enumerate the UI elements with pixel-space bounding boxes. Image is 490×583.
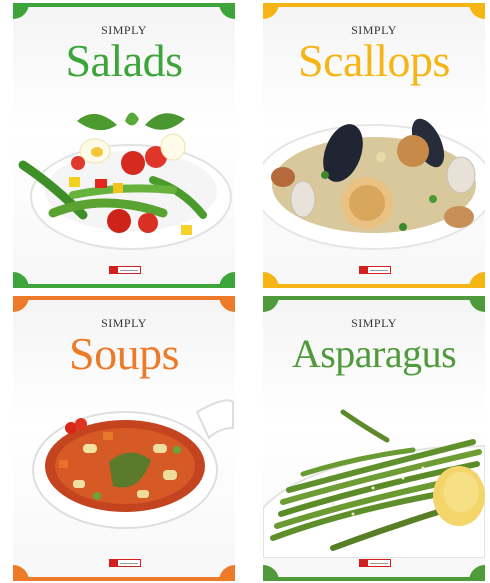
accent-bar-bottom [263, 577, 485, 581]
cover-asparagus[interactable] [263, 296, 485, 581]
cover-title: Salads [65, 35, 183, 86]
series-label: SIMPLY [101, 23, 147, 37]
cover-salads[interactable] [13, 3, 235, 288]
scallops-plate-photo [263, 95, 485, 265]
corner-accent [13, 565, 29, 581]
corner-accent [219, 272, 235, 288]
corner-accent [469, 3, 485, 19]
corner-accent [263, 565, 279, 581]
accent-bar-bottom [13, 284, 235, 288]
corner-accent [219, 565, 235, 581]
publisher-logo [359, 559, 391, 567]
accent-bar-top [263, 3, 485, 7]
corner-accent [263, 3, 279, 19]
corner-accent [219, 3, 235, 19]
cover-soups[interactable] [13, 296, 235, 581]
accent-bar-top [263, 296, 485, 300]
corner-accent [13, 272, 29, 288]
publisher-logo [109, 559, 141, 567]
cover-title: Scallops [298, 35, 450, 86]
asparagus-plate-photo [263, 388, 485, 558]
accent-bar-top [13, 3, 235, 7]
corner-accent [263, 296, 279, 312]
cover-scallops[interactable] [263, 3, 485, 288]
accent-bar-bottom [13, 577, 235, 581]
corner-accent [469, 272, 485, 288]
cover-title: Soups [69, 328, 179, 379]
corner-accent [469, 296, 485, 312]
corner-accent [219, 296, 235, 312]
corner-accent [469, 565, 485, 581]
publisher-logo [109, 266, 141, 274]
soup-bowl-photo [13, 388, 235, 558]
accent-bar-bottom [263, 284, 485, 288]
accent-bar-top [13, 296, 235, 300]
salad-bowl-photo [13, 95, 235, 265]
series-label: SIMPLY [351, 316, 397, 330]
corner-accent [13, 3, 29, 19]
cover-title: Asparagus [291, 331, 457, 376]
series-label: SIMPLY [101, 316, 147, 330]
publisher-logo [359, 266, 391, 274]
corner-accent [13, 296, 29, 312]
corner-accent [263, 272, 279, 288]
series-label: SIMPLY [351, 23, 397, 37]
